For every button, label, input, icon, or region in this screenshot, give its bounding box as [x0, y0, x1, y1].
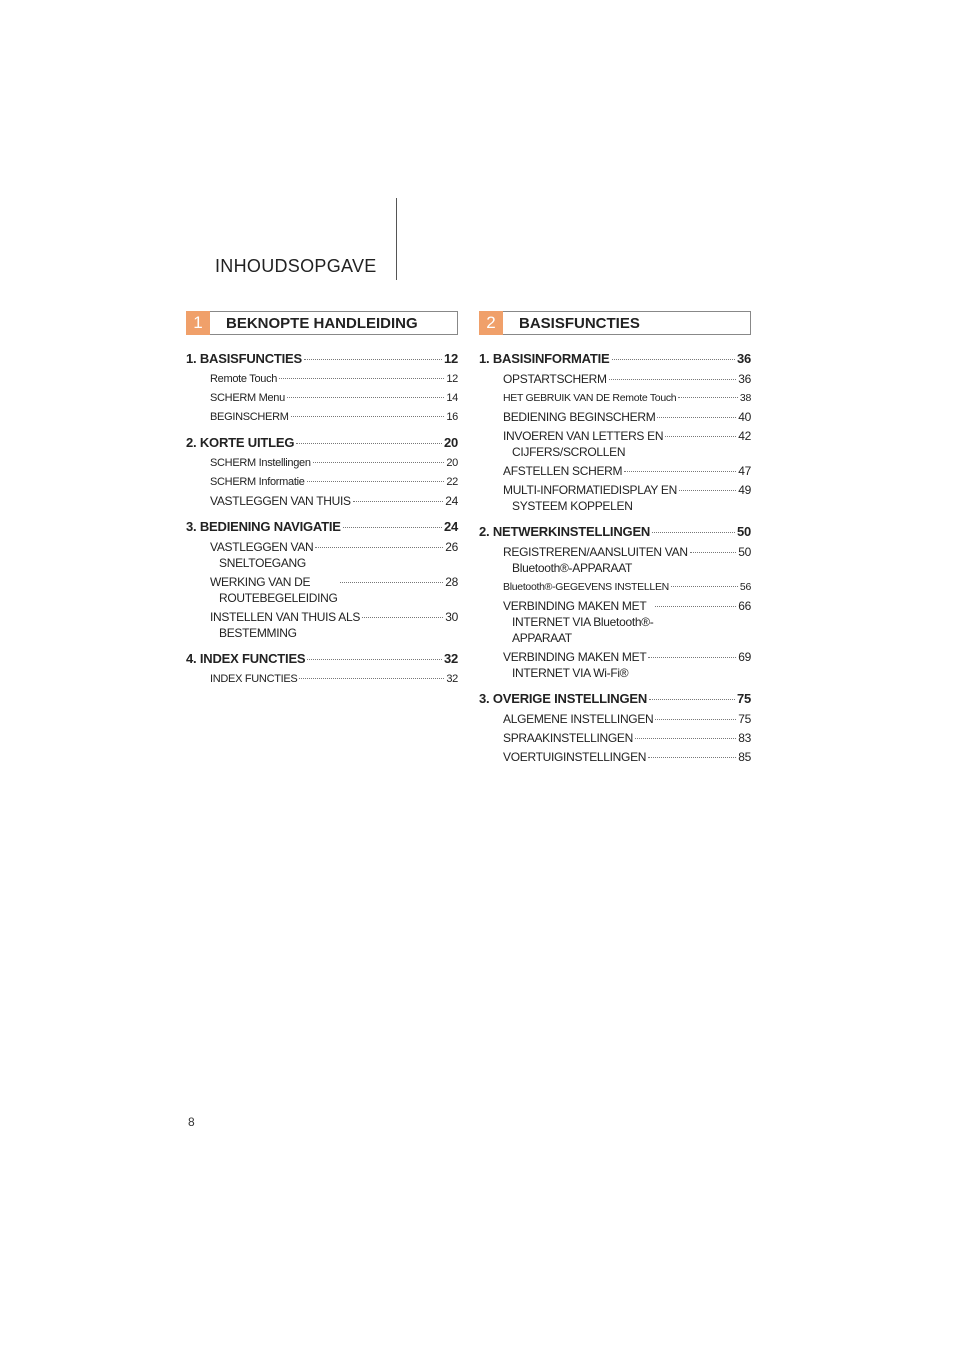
entry-page: 32: [446, 673, 458, 685]
chapter-page: 12: [443, 351, 458, 366]
section-title: BASISFUNCTIES: [503, 311, 751, 335]
leader-dots: [315, 547, 443, 548]
entry-page: 24: [445, 494, 458, 508]
toc-entry[interactable]: [503, 428, 751, 460]
toc-entry[interactable]: [503, 598, 751, 646]
toc-entry[interactable]: [210, 409, 458, 425]
toc-section-1: [186, 311, 458, 690]
entry-page: 40: [738, 410, 751, 424]
entry-label: AFSTELLEN SCHERM: [503, 464, 623, 478]
entry-label: BEGINSCHERM: [210, 411, 289, 423]
entry-label: WERKING VAN DE ROUTEBEGELEIDING: [210, 575, 338, 605]
leader-dots: [304, 359, 442, 360]
leader-dots: [648, 657, 736, 658]
entry-page: 42: [738, 429, 751, 443]
entry-label: SPRAAKINSTELLINGEN: [503, 731, 633, 745]
section-header[interactable]: [479, 311, 751, 335]
chapter-page: 36: [736, 351, 751, 366]
page-number: 8: [188, 1115, 195, 1129]
leader-dots: [657, 417, 736, 418]
leader-dots: [678, 397, 738, 398]
leader-dots: [609, 379, 737, 380]
toc-entry[interactable]: [503, 390, 751, 406]
entry-page: 75: [738, 712, 751, 726]
entry-page: 26: [445, 540, 458, 554]
leader-dots: [655, 606, 736, 607]
toc-chapter[interactable]: [479, 351, 751, 366]
entry-label: HET GEBRUIK VAN DE Remote Touch: [503, 392, 677, 404]
toc-entry[interactable]: [503, 482, 751, 514]
entry-page: 30: [445, 610, 458, 624]
toc-entry[interactable]: [210, 390, 458, 406]
entry-label: VASTLEGGEN VAN THUIS: [210, 494, 351, 508]
toc-entry[interactable]: [503, 463, 751, 479]
entry-label: ALGEMENE INSTELLINGEN: [503, 712, 654, 726]
leader-dots: [635, 738, 736, 739]
entry-page: 85: [738, 750, 751, 764]
entry-page: 69: [738, 650, 751, 664]
leader-dots: [353, 501, 444, 502]
toc-chapter[interactable]: [186, 351, 458, 366]
leader-dots: [690, 552, 737, 553]
leader-dots: [343, 527, 442, 528]
entry-label: Remote Touch: [210, 373, 278, 385]
leader-dots: [296, 443, 442, 444]
entry-page: 28: [445, 575, 458, 589]
toc-entry[interactable]: [503, 749, 751, 765]
page-title: INHOUDSOPGAVE: [215, 256, 377, 276]
leader-dots: [612, 359, 735, 360]
chapter-label: 3. BEDIENING NAVIGATIE: [186, 519, 341, 534]
leader-dots: [313, 462, 445, 463]
section-title: BEKNOPTE HANDLEIDING: [210, 311, 458, 335]
section-number: 2: [479, 311, 503, 335]
entry-label: SCHERM Instellingen: [210, 457, 311, 469]
toc-entry[interactable]: [503, 579, 751, 595]
header-divider: [396, 198, 397, 280]
entry-label: OPSTARTSCHERM: [503, 372, 607, 386]
leader-dots: [649, 699, 735, 700]
entry-label: INVOEREN VAN LETTERS EN CIJFERS/SCROLLEN: [503, 429, 664, 459]
entry-page: 47: [738, 464, 751, 478]
toc-entry[interactable]: [503, 730, 751, 746]
chapter-page: 50: [736, 524, 751, 539]
toc-chapter[interactable]: [186, 519, 458, 534]
leader-dots: [655, 719, 736, 720]
toc-entry[interactable]: [503, 409, 751, 425]
entry-label: VASTLEGGEN VAN SNELTOEGANG: [210, 540, 314, 570]
chapter-label: 2. KORTE UITLEG: [186, 435, 295, 450]
leader-dots: [624, 471, 736, 472]
chapter-page: 75: [736, 691, 751, 706]
entry-label: SCHERM Menu: [210, 392, 285, 404]
toc-chapter[interactable]: [186, 651, 458, 666]
leader-dots: [307, 659, 442, 660]
leader-dots: [652, 532, 735, 533]
leader-dots: [362, 617, 443, 618]
entry-label: VERBINDING MAKEN MET INTERNET VIA Bluetooth®- APPARAAT: [503, 599, 654, 645]
leader-dots: [287, 397, 444, 398]
chapter-label: 1. BASISFUNCTIES: [186, 351, 302, 366]
toc-chapter[interactable]: [479, 524, 751, 539]
entry-page: 14: [446, 392, 458, 404]
chapter-label: 1. BASISINFORMATIE: [479, 351, 610, 366]
chapter-page: 32: [443, 651, 458, 666]
toc-entry[interactable]: [210, 574, 458, 606]
entry-page: 36: [738, 372, 751, 386]
entry-page: 49: [738, 483, 751, 497]
toc-entry[interactable]: [503, 371, 751, 387]
entry-page: 66: [738, 599, 751, 613]
leader-dots: [299, 678, 444, 679]
toc-entry[interactable]: [210, 474, 458, 490]
toc-entry[interactable]: [503, 711, 751, 727]
entry-page: 50: [738, 545, 751, 559]
toc-entry[interactable]: [210, 455, 458, 471]
entry-page: 83: [738, 731, 751, 745]
chapter-label: 3. OVERIGE INSTELLINGEN: [479, 691, 648, 706]
entry-label: SCHERM Informatie: [210, 476, 305, 488]
leader-dots: [291, 416, 445, 417]
toc-entry[interactable]: [210, 371, 458, 387]
leader-dots: [279, 378, 444, 379]
entry-label: BEDIENING BEGINSCHERM: [503, 410, 656, 424]
entry-label: REGISTREREN/AANSLUITEN VAN Bluetooth®-APPARAAT: [503, 545, 688, 575]
chapter-label: 2. NETWERKINSTELLINGEN: [479, 524, 651, 539]
toc-entry[interactable]: [210, 609, 458, 641]
leader-dots: [307, 481, 445, 482]
toc-chapter[interactable]: [186, 435, 458, 450]
section-number: 1: [186, 311, 210, 335]
leader-dots: [665, 436, 736, 437]
toc-entry[interactable]: [210, 671, 458, 687]
toc-chapter[interactable]: [479, 691, 751, 706]
entry-page: 16: [446, 411, 458, 423]
entry-label: MULTI-INFORMATIEDISPLAY EN SYSTEEM KOPPELEN: [503, 483, 677, 513]
toc-entry[interactable]: [503, 544, 751, 576]
chapter-label: 4. INDEX FUNCTIES: [186, 651, 306, 666]
entry-page: 22: [446, 476, 458, 488]
toc-section-2: [479, 311, 751, 768]
entry-page: 12: [446, 373, 458, 385]
entry-label: INDEX FUNCTIES: [210, 673, 298, 685]
leader-dots: [671, 586, 738, 587]
toc-entry[interactable]: [210, 539, 458, 571]
chapter-page: 24: [443, 519, 458, 534]
entry-label: VERBINDING MAKEN MET INTERNET VIA Wi-Fi®: [503, 650, 647, 680]
toc-entry[interactable]: [503, 649, 751, 681]
entry-label: INSTELLEN VAN THUIS ALS BESTEMMING: [210, 610, 361, 640]
toc-entry[interactable]: [210, 493, 458, 509]
entry-page: 38: [739, 392, 751, 404]
entry-label: VOERTUIGINSTELLINGEN: [503, 750, 647, 764]
section-header[interactable]: [186, 311, 458, 335]
leader-dots: [340, 582, 444, 583]
entry-page: 20: [446, 457, 458, 469]
leader-dots: [679, 490, 736, 491]
entry-page: 56: [739, 581, 751, 593]
entry-label: Bluetooth®-GEGEVENS INSTELLEN: [503, 581, 669, 593]
leader-dots: [648, 757, 736, 758]
chapter-page: 20: [443, 435, 458, 450]
